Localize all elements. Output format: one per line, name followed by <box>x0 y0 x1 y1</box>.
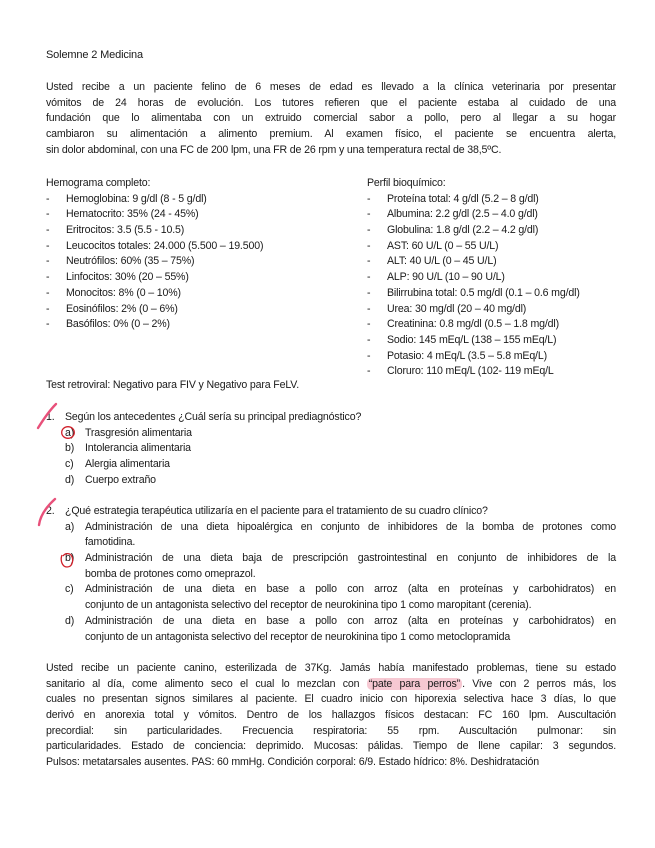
option-c[interactable] <box>65 457 616 473</box>
lab-item <box>46 317 346 333</box>
bullet-dash: - <box>46 302 50 315</box>
question-2 <box>46 504 616 645</box>
highlighted-text: “pate para perros” <box>368 677 461 690</box>
option-text: Administración de una dieta baja de prescripción gastrointestinal en conjunto de inhibidores de la <box>85 552 616 565</box>
lab-item <box>367 254 647 270</box>
option-b[interactable] <box>65 441 616 457</box>
bullet-dash: - <box>367 271 371 284</box>
bullet-dash: - <box>367 255 371 268</box>
case2-line: Pulsos: metatarsales ausentes. PAS: 60 mmHg. Condición corporal: 6/9. Estado hídrico: 8%. Deshidratación <box>46 756 539 769</box>
bullet-dash: - <box>367 239 371 252</box>
lab-value: Hemoglobina: 9 g/dl (8 - 5 g/dl) <box>66 192 207 205</box>
case2-line: particularidades. Estado de conciencia: deprimido. Mucosas: pálidas. Tiempo de llene capilar: 3 segundos. <box>46 740 616 753</box>
bullet-dash: - <box>46 192 50 205</box>
bullet-dash: - <box>367 333 371 346</box>
case2-line: Usted recibe un paciente canino, esterilizada de 37Kg. Jamás había manifestado problemas, tiene su estado <box>46 662 616 674</box>
lab-item <box>46 270 346 286</box>
lab-value: Bilirrubina total: 0.5 mg/dl (0.1 – 0.6 mg/dl) <box>387 286 580 299</box>
option-text: Administración de una dieta en base a pollo con arroz (alta en proteínas y carbohidratos) en <box>85 583 616 596</box>
bullet-dash: - <box>367 192 371 205</box>
lab-value: Linfocitos: 30% (20 – 55%) <box>66 271 189 284</box>
option-d[interactable] <box>65 473 616 489</box>
bullet-dash: - <box>46 208 50 221</box>
case1-line: Usted recibe a un paciente felino de 6 meses de edad es llevado a la clínica veterinaria por presentar <box>46 81 616 93</box>
option-text: Administración de una dieta en base a pollo con arroz (alta en proteínas y carbohidratos) en <box>85 614 616 627</box>
bullet-dash: - <box>367 302 371 315</box>
lab-value: Potasio: 4 mEq/L (3.5 – 5.8 mEq/L) <box>387 349 547 362</box>
case2-line <box>46 677 616 693</box>
lab-item <box>367 364 647 380</box>
case1-line: cambiaron su alimentación a alimento premium. Al examen físico, el paciente se encuentra alerta, <box>46 128 616 141</box>
option-letter: c) <box>65 458 74 471</box>
lab-item <box>46 207 346 223</box>
case2-line: precordial: sin particularidades. Frecuencia respiratoria: 55 rpm. Auscultación pulmonar: sin <box>46 724 616 737</box>
option-letter: d) <box>65 473 75 486</box>
case2-text: . Vive con 2 perros más, los <box>462 677 616 690</box>
bullet-dash: - <box>46 271 50 284</box>
bullet-dash: - <box>367 286 371 299</box>
case1-line: sin dolor abdominal, con una FC de 200 lpm, una FR de 26 rpm y una temperatura rectal de 38,5ºC. <box>46 143 502 156</box>
option-c[interactable] <box>65 582 616 613</box>
lab-value: Cloruro: 110 mEq/L (102- 119 mEq/L <box>387 365 554 378</box>
case2-paragraph <box>46 661 616 771</box>
case2-line: cuales no presentan signos similares al paciente. El cuadro inicio con hiporexia selectiva hace 3 días, lo que <box>46 693 616 706</box>
lab-item <box>367 349 647 365</box>
lab-value: Eritrocitos: 3.5 (5.5 - 10.5) <box>66 224 185 237</box>
case2-text: sanitario al día, come alimento seco el cual lo mezclan con <box>46 677 367 690</box>
lab-value: ALP: 90 U/L (10 – 90 U/L) <box>387 271 505 284</box>
lab-value: Albumina: 2.2 g/dl (2.5 – 4.0 g/dl) <box>387 208 538 221</box>
lab-item <box>367 239 647 255</box>
lab-item <box>367 207 647 223</box>
bullet-dash: - <box>367 318 371 331</box>
option-a[interactable] <box>65 426 616 442</box>
lab-value: Hematocrito: 35% (24 - 45%) <box>66 208 199 221</box>
case1-line: vómitos de 24 horas de evolución. Los tutores refieren que el paciente estaba al cuidado de una <box>46 96 616 109</box>
bullet-dash: - <box>46 255 50 268</box>
bullet-dash: - <box>46 239 50 252</box>
case1-line: fundación que lo alimentaba con un extruido comercial sabor a pollo, pero al llegar a su hogar <box>46 112 616 125</box>
hemograma-section <box>46 176 346 333</box>
lab-value: Globulina: 1.8 g/dl (2.2 – 4.2 g/dl) <box>387 224 539 237</box>
lab-item <box>367 317 647 333</box>
question-text: ¿Qué estrategia terapéutica utilizaría en el paciente para el tratamiento de su cuadro clínico? <box>65 505 488 517</box>
bullet-dash: - <box>46 318 50 331</box>
lab-value: Urea: 30 mg/dl (20 – 40 mg/dl) <box>387 302 527 315</box>
option-text: famotidina. <box>85 536 136 549</box>
option-text: Administración de una dieta hipoalérgica en conjunto de inhibidores de la bomba de protones como <box>85 520 616 533</box>
bullet-dash: - <box>367 208 371 221</box>
option-d[interactable] <box>65 614 616 645</box>
lab-value: Basófilos: 0% (0 – 2%) <box>66 318 170 331</box>
lab-value: Neutrófilos: 60% (35 – 75%) <box>66 255 195 268</box>
lab-value: Sodio: 145 mEq/L (138 – 155 mEq/L) <box>387 333 557 346</box>
question-number: 2. <box>46 505 55 517</box>
lab-value: Creatinina: 0.8 mg/dl (0.5 – 1.8 mg/dl) <box>387 318 559 331</box>
lab-value: Monocitos: 8% (0 – 10%) <box>66 286 181 299</box>
option-letter: a) <box>65 520 75 533</box>
question-number: 1. <box>46 411 55 423</box>
option-text: conjunto de un antagonista selectivo del receptor de neurokinina tipo 1 como maropitant (cerenia). <box>85 599 532 612</box>
lab-item <box>367 270 647 286</box>
option-text: Intolerancia alimentaria <box>85 442 191 455</box>
option-letter: b) <box>65 442 75 455</box>
bullet-dash: - <box>367 349 371 362</box>
lab-item <box>367 302 647 318</box>
lab-item <box>367 286 647 302</box>
option-a[interactable] <box>65 520 616 551</box>
option-text: Alergia alimentaria <box>85 458 170 471</box>
retroviral-test: Test retroviral: Negativo para FIV y Negativo para FeLV. <box>46 379 300 391</box>
lab-item <box>367 192 647 208</box>
option-b[interactable] <box>65 551 616 582</box>
lab-item <box>46 286 346 302</box>
lab-item <box>367 223 647 239</box>
lab-item <box>46 302 346 318</box>
option-letter: a) <box>65 426 75 439</box>
question-1 <box>46 410 616 489</box>
bioquimico-section <box>367 176 647 380</box>
lab-item <box>46 223 346 239</box>
lab-item <box>46 239 346 255</box>
lab-value: AST: 60 U/L (0 – 55 U/L) <box>387 239 499 252</box>
lab-item <box>367 333 647 349</box>
bullet-dash: - <box>367 224 371 237</box>
option-text: Trasgresión alimentaria <box>85 426 192 439</box>
lab-value: Leucocitos totales: 24.000 (5.500 – 19.500) <box>66 239 264 252</box>
option-letter: d) <box>65 614 75 627</box>
lab-value: Eosinófilos: 2% (0 – 6%) <box>66 302 178 315</box>
bullet-dash: - <box>46 286 50 299</box>
question-stem <box>46 410 616 426</box>
option-letter: c) <box>65 583 74 596</box>
option-text: bomba de protones como omeprazol. <box>85 567 256 580</box>
lab-item <box>46 192 346 208</box>
hemograma-heading: Hemograma completo: <box>46 177 151 189</box>
document-title: Solemne 2 Medicina <box>46 49 143 61</box>
lab-value: Proteína total: 4 g/dl (5.2 – 8 g/dl) <box>387 192 539 205</box>
option-letter: b) <box>65 552 75 565</box>
lab-value: ALT: 40 U/L (0 – 45 U/L) <box>387 255 497 268</box>
bullet-dash: - <box>46 224 50 237</box>
question-stem <box>46 504 616 520</box>
case2-line: derivó en anorexia total y vómitos. Dentro de los hallazgos físicos destacan: FC 160 lpm. Auscultación <box>46 709 616 722</box>
option-text: conjunto de un antagonista selectivo del receptor de neurokinina tipo 1 como metoclopramida <box>85 630 511 643</box>
bioquimico-heading: Perfil bioquímico: <box>367 177 446 189</box>
lab-item <box>46 254 346 270</box>
option-text: Cuerpo extraño <box>85 473 156 486</box>
case1-paragraph <box>46 80 616 158</box>
question-text: Según los antecedentes ¿Cuál sería su principal prediagnóstico? <box>65 411 362 423</box>
bullet-dash: - <box>367 365 371 378</box>
